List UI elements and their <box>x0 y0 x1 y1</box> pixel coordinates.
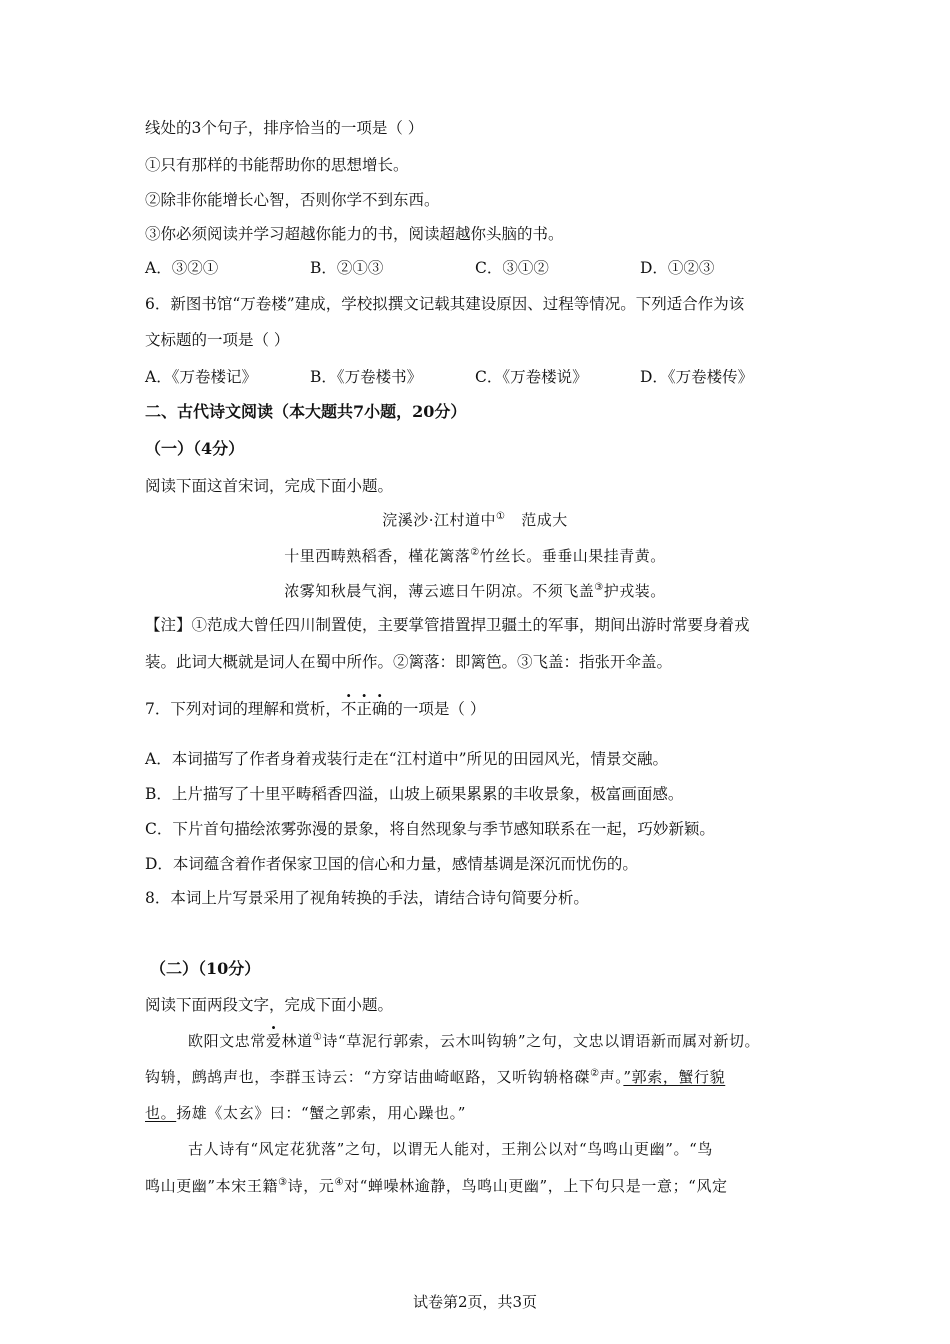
poem-notes-line-2: 装。此词大概就是词人在蜀中所作。②篱落：即篱笆。③飞盖：指张开伞盖。 <box>145 653 673 671</box>
poem-title-text: 浣溪沙·江村道中 <box>382 511 496 529</box>
q5-option-c: C．③①② <box>475 259 549 277</box>
passage-1-emphasis: 爱 <box>266 1032 282 1050</box>
q5-sentence-1: ①只有那样的书能帮助你的思想增长。 <box>145 156 409 174</box>
passage-1-line-1-c: 诗“草泥行郭索，云木叫钩辀”之句，文忠以谓语新而属对新切。 <box>322 1032 761 1050</box>
passage-2-line-2-a: 鸣山更幽”本宋王籍 <box>145 1177 279 1195</box>
q6-option-b: B．《万卷楼书》 <box>310 368 423 386</box>
passage-1-note-mark-2: ② <box>590 1068 600 1079</box>
passage-1-line-1-b: 林道 <box>281 1032 313 1050</box>
passage-2-line-2 <box>145 1176 728 1196</box>
q7-emphasis-2: 正 <box>356 700 372 718</box>
passage-1-line-2 <box>145 1067 725 1087</box>
passage-2-line-1: 古人诗有“风定花犹落”之句，以谓无人能对，王荆公以对“鸟鸣山更幽”。“鸟 <box>188 1140 713 1158</box>
poem-author: 范成大 <box>505 511 568 529</box>
passage-2-line-2-b: 诗，元 <box>287 1177 335 1195</box>
poem-line-1-a: 十里西畴熟稻香，槿花篱落 <box>284 547 471 565</box>
q7-emphasis-1: 不 <box>340 700 357 718</box>
passage-1-line-3-b: 扬雄《太玄》曰：“蟹之郭索，用心躁也。” <box>176 1104 467 1122</box>
section-2-heading: 二、古代诗文阅读（本大题共7小题，20分） <box>145 402 467 421</box>
part-2-heading: （二）（10分） <box>150 959 261 978</box>
part-2-intro: 阅读下面两段文字，完成下面小题。 <box>145 996 394 1014</box>
q5-stem-tail: 线处的3个句子，排序恰当的一项是（ ） <box>145 119 424 137</box>
q5-sentence-3: ③你必须阅读并学习超越你能力的书，阅读超越你头脑的书。 <box>145 225 564 243</box>
q6-option-a: A．《万卷楼记》 <box>145 368 257 386</box>
poem-line-1 <box>0 546 950 566</box>
passage-1-line-2-a: 钩辀，鹧鸪声也，李群玉诗云：“方穿诘曲崎岖路，又听钩辀格磔 <box>145 1068 591 1086</box>
q7-stem-a: 7．下列对词的理解和赏析， <box>145 700 341 718</box>
q7-option-c: C．下片首句描绘浓雾弥漫的景象，将自然现象与季节感知联系在一起，巧妙新颖。 <box>145 820 715 838</box>
q6-option-c: C．《万卷楼说》 <box>475 368 588 386</box>
passage-1-line-2-b: 声。 <box>599 1068 624 1086</box>
passage-1-line-1 <box>188 1031 760 1051</box>
part-1-heading: （一）（4分） <box>145 439 245 458</box>
poem-line-2-b: 护戎装。 <box>603 582 666 600</box>
poem-line-1-note-mark: ② <box>470 547 480 558</box>
poem-line-2-note-mark: ③ <box>594 582 604 593</box>
poem-line-1-b: 竹丝长。垂垂山果挂青黄。 <box>479 547 666 565</box>
q8-stem: 8．本词上片写景采用了视角转换的手法，请结合诗句简要分析。 <box>145 889 589 907</box>
q7-option-b: B．上片描写了十里平畴稻香四溢，山坡上硕果累累的丰收景象，极富画面感。 <box>145 785 684 803</box>
q7-stem-b: 的一项是（ ） <box>387 700 486 718</box>
q7-stem <box>145 699 485 719</box>
page-footer: 试卷第2页，共3页 <box>412 1293 538 1311</box>
q7-emphasis-3: 确 <box>371 700 388 718</box>
passage-1-underlined-b: 也。 <box>145 1104 177 1122</box>
q6-option-d: D．《万卷楼传》 <box>640 368 754 386</box>
passage-2-note-mark-4: ④ <box>334 1177 345 1188</box>
passage-1-line-1-a: 欧阳文忠常 <box>188 1032 267 1050</box>
q5-option-d: D．①②③ <box>640 259 715 277</box>
q6-stem-line-1: 6．新图书馆“万卷楼”建成，学校拟撰文记载其建设原因、过程等情况。下列适合作为该 <box>145 295 745 313</box>
passage-1-underlined-a: ”郭索，蟹行貌 <box>623 1068 726 1086</box>
poem-line-2 <box>0 581 950 601</box>
part-1-intro: 阅读下面这首宋词，完成下面小题。 <box>145 477 394 495</box>
passage-1-note-mark-1: ① <box>312 1032 323 1043</box>
poem-title <box>0 510 950 530</box>
passage-1-line-3 <box>145 1103 466 1123</box>
q5-option-b: B．②①③ <box>310 259 384 277</box>
poem-notes-line-1: 【注】①范成大曾任四川制置使，主要掌管措置捍卫疆土的军事，期间出游时常要身着戎 <box>145 616 750 634</box>
poem-title-note-mark: ① <box>496 511 506 522</box>
passage-2-note-mark-3: ③ <box>278 1177 288 1188</box>
poem-line-2-a: 浓雾知秋晨气润，薄云遮日午阴凉。不须飞盖 <box>284 582 595 600</box>
q6-stem-line-2: 文标题的一项是（ ） <box>145 331 290 349</box>
passage-2-line-2-c: 对“蝉噪林逾静，鸟鸣山更幽”，上下句只是一意；“风定 <box>344 1177 728 1195</box>
q7-option-a: A．本词描写了作者身着戎装行走在“江村道中”所见的田园风光，情景交融。 <box>145 750 669 768</box>
q7-option-d: D．本词蕴含着作者保家卫国的信心和力量，感情基调是深沉而忧伤的。 <box>145 855 638 873</box>
q5-sentence-2: ②除非你能增长心智，否则你学不到东西。 <box>145 191 440 209</box>
q5-option-a: A．③②① <box>145 259 219 277</box>
